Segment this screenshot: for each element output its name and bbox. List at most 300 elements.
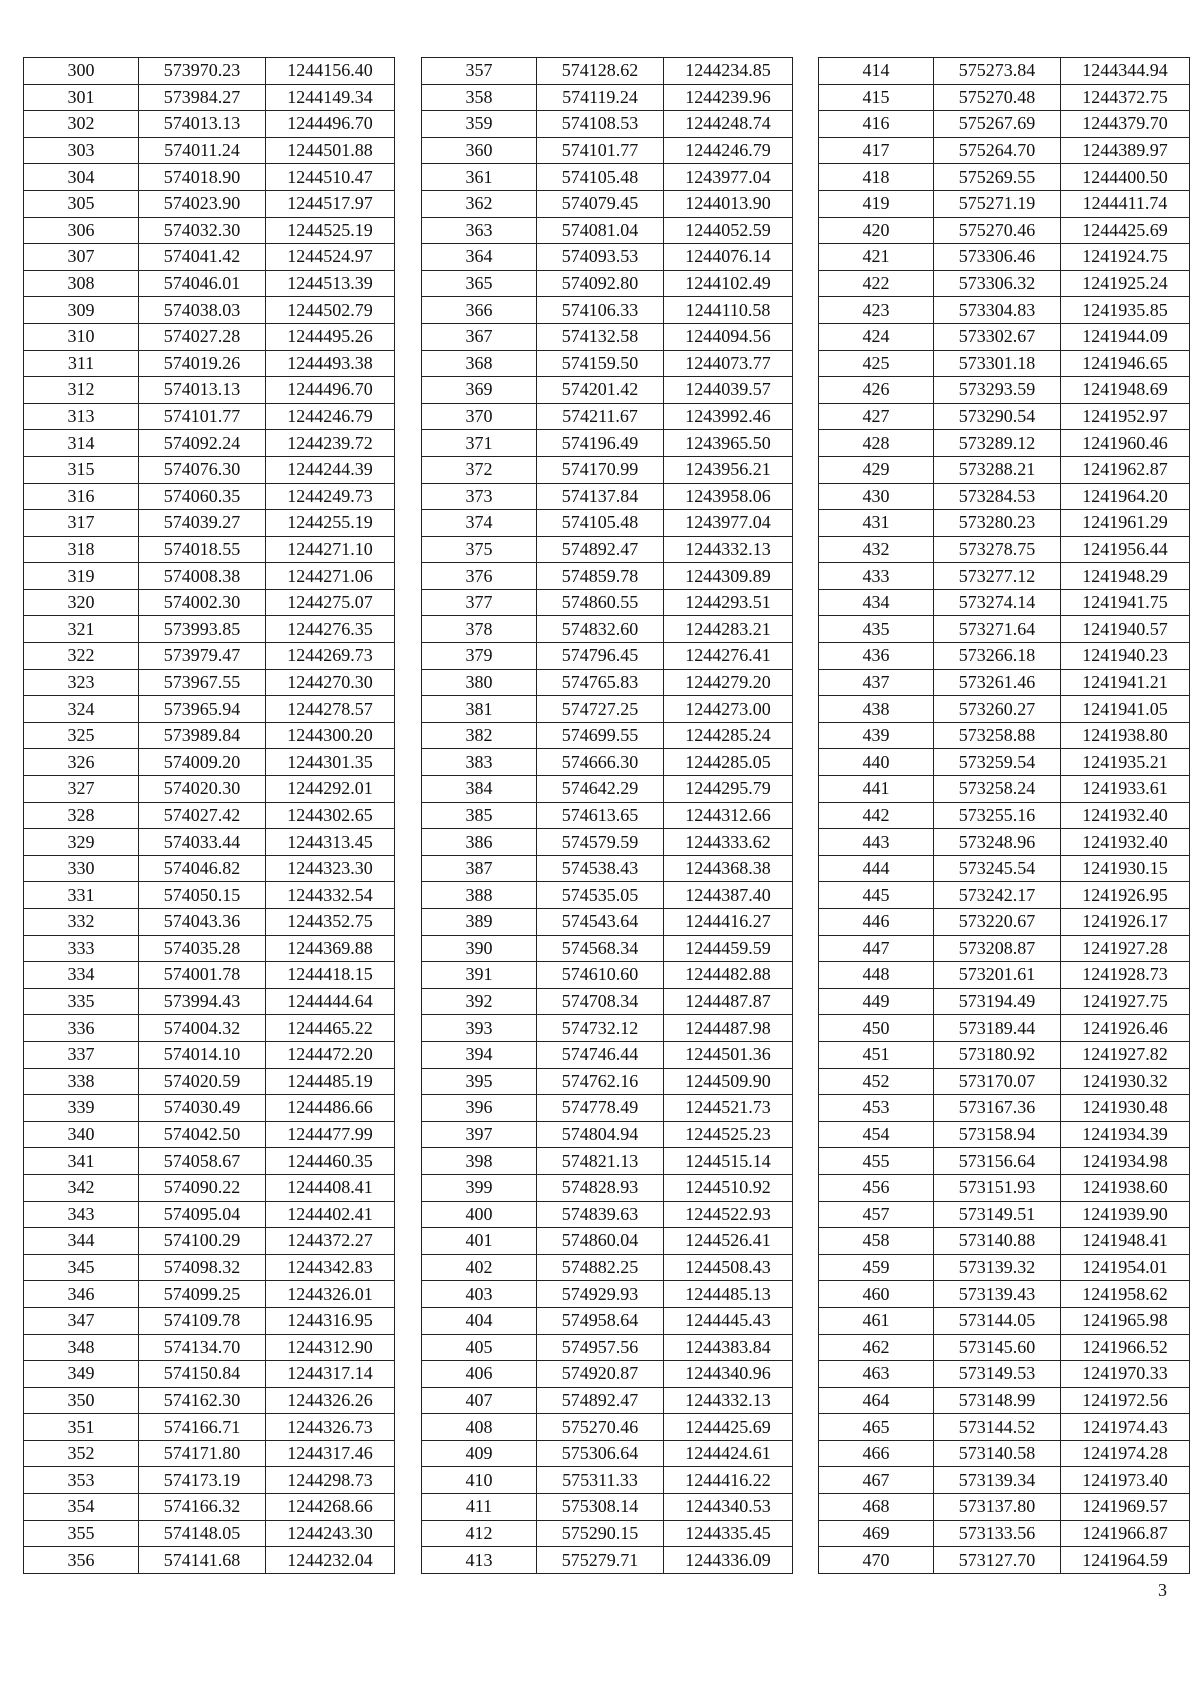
x-coordinate-cell: 574095.04 [139, 1201, 266, 1228]
x-coordinate-cell: 574778.49 [537, 1095, 664, 1122]
y-coordinate-cell: 1244271.10 [266, 536, 395, 563]
point-id-cell: 408 [422, 1414, 537, 1441]
x-coordinate-cell: 573979.47 [139, 643, 266, 670]
point-id-cell: 465 [819, 1414, 934, 1441]
y-coordinate-cell: 1244246.79 [266, 403, 395, 430]
point-id-cell: 369 [422, 377, 537, 404]
table-row [819, 297, 1190, 324]
table-row [422, 1201, 793, 1228]
point-id-cell: 370 [422, 403, 537, 430]
table-row [422, 1148, 793, 1175]
y-coordinate-cell: 1244482.88 [664, 962, 793, 989]
y-coordinate-cell: 1244249.73 [266, 483, 395, 510]
y-coordinate-cell: 1241927.28 [1061, 935, 1190, 962]
point-id-cell: 300 [24, 58, 139, 85]
x-coordinate-cell: 574796.45 [537, 643, 664, 670]
point-id-cell: 372 [422, 456, 537, 483]
point-id-cell: 360 [422, 137, 537, 164]
x-coordinate-cell: 574042.50 [139, 1121, 266, 1148]
point-id-cell: 411 [422, 1494, 537, 1521]
table-row [422, 563, 793, 590]
x-coordinate-cell: 574027.42 [139, 802, 266, 829]
y-coordinate-cell: 1241944.09 [1061, 323, 1190, 350]
table-row [819, 1494, 1190, 1521]
y-coordinate-cell: 1244232.04 [266, 1547, 395, 1574]
x-coordinate-cell: 575273.84 [934, 58, 1061, 85]
x-coordinate-cell: 573242.17 [934, 882, 1061, 909]
y-coordinate-cell: 1241926.17 [1061, 909, 1190, 936]
point-id-cell: 362 [422, 190, 537, 217]
table-row [819, 696, 1190, 723]
y-coordinate-cell: 1241930.32 [1061, 1068, 1190, 1095]
x-coordinate-cell: 573967.55 [139, 669, 266, 696]
y-coordinate-cell: 1244486.66 [266, 1095, 395, 1122]
x-coordinate-cell: 574166.71 [139, 1414, 266, 1441]
point-id-cell: 354 [24, 1494, 139, 1521]
y-coordinate-cell: 1244094.56 [664, 323, 793, 350]
y-coordinate-cell: 1244459.59 [664, 935, 793, 962]
point-id-cell: 361 [422, 164, 537, 191]
y-coordinate-cell: 1244515.14 [664, 1148, 793, 1175]
x-coordinate-cell: 573984.27 [139, 84, 266, 111]
y-coordinate-cell: 1244317.46 [266, 1440, 395, 1467]
point-id-cell: 319 [24, 563, 139, 590]
x-coordinate-cell: 575279.71 [537, 1547, 664, 1574]
table-row [819, 1095, 1190, 1122]
y-coordinate-cell: 1244368.38 [664, 855, 793, 882]
y-coordinate-cell: 1244312.90 [266, 1334, 395, 1361]
coordinate-table-3 [818, 57, 1190, 1574]
point-id-cell: 373 [422, 483, 537, 510]
table-row [24, 1334, 395, 1361]
table-row [24, 270, 395, 297]
y-coordinate-cell: 1244379.70 [1061, 111, 1190, 138]
x-coordinate-cell: 574613.65 [537, 802, 664, 829]
point-id-cell: 368 [422, 350, 537, 377]
table-row [24, 190, 395, 217]
y-coordinate-cell: 1244372.27 [266, 1228, 395, 1255]
coordinate-table-body [819, 58, 1190, 1574]
point-id-cell: 340 [24, 1121, 139, 1148]
table-row [422, 190, 793, 217]
table-row [24, 589, 395, 616]
y-coordinate-cell: 1244487.98 [664, 1015, 793, 1042]
y-coordinate-cell: 1241928.73 [1061, 962, 1190, 989]
point-id-cell: 315 [24, 456, 139, 483]
x-coordinate-cell: 574610.60 [537, 962, 664, 989]
x-coordinate-cell: 574765.83 [537, 669, 664, 696]
point-id-cell: 334 [24, 962, 139, 989]
table-row [422, 882, 793, 909]
y-coordinate-cell: 1241940.57 [1061, 616, 1190, 643]
table-row [819, 722, 1190, 749]
table-row [819, 829, 1190, 856]
table-row [819, 1148, 1190, 1175]
y-coordinate-cell: 1241964.59 [1061, 1547, 1190, 1574]
y-coordinate-cell: 1241930.48 [1061, 1095, 1190, 1122]
x-coordinate-cell: 574109.78 [139, 1307, 266, 1334]
point-id-cell: 461 [819, 1307, 934, 1334]
x-coordinate-cell: 574090.22 [139, 1174, 266, 1201]
y-coordinate-cell: 1244332.54 [266, 882, 395, 909]
x-coordinate-cell: 573248.96 [934, 829, 1061, 856]
y-coordinate-cell: 1244425.69 [664, 1414, 793, 1441]
table-row [422, 430, 793, 457]
table-row [819, 190, 1190, 217]
point-id-cell: 396 [422, 1095, 537, 1122]
table-row [422, 1520, 793, 1547]
y-coordinate-cell: 1241948.69 [1061, 377, 1190, 404]
table-row [24, 483, 395, 510]
table-row [24, 1041, 395, 1068]
x-coordinate-cell: 574093.53 [537, 244, 664, 271]
point-id-cell: 443 [819, 829, 934, 856]
x-coordinate-cell: 574019.26 [139, 350, 266, 377]
table-row [24, 776, 395, 803]
table-row [422, 696, 793, 723]
y-coordinate-cell: 1244485.13 [664, 1281, 793, 1308]
y-coordinate-cell: 1244273.00 [664, 696, 793, 723]
table-row [819, 1414, 1190, 1441]
point-id-cell: 409 [422, 1440, 537, 1467]
table-row [24, 58, 395, 85]
point-id-cell: 414 [819, 58, 934, 85]
table-row [24, 749, 395, 776]
table-row [819, 510, 1190, 537]
table-row [422, 1387, 793, 1414]
table-row [819, 1307, 1190, 1334]
x-coordinate-cell: 574543.64 [537, 909, 664, 936]
y-coordinate-cell: 1243977.04 [664, 510, 793, 537]
y-coordinate-cell: 1244517.97 [266, 190, 395, 217]
x-coordinate-cell: 573271.64 [934, 616, 1061, 643]
y-coordinate-cell: 1244076.14 [664, 244, 793, 271]
y-coordinate-cell: 1244013.90 [664, 190, 793, 217]
x-coordinate-cell: 574046.82 [139, 855, 266, 882]
x-coordinate-cell: 574101.77 [537, 137, 664, 164]
x-coordinate-cell: 573258.88 [934, 722, 1061, 749]
table-row [819, 1467, 1190, 1494]
x-coordinate-cell: 574013.13 [139, 111, 266, 138]
y-coordinate-cell: 1241930.15 [1061, 855, 1190, 882]
x-coordinate-cell: 573158.94 [934, 1121, 1061, 1148]
table-row [422, 164, 793, 191]
y-coordinate-cell: 1244270.30 [266, 669, 395, 696]
y-coordinate-cell: 1241952.97 [1061, 403, 1190, 430]
y-coordinate-cell: 1243992.46 [664, 403, 793, 430]
point-id-cell: 367 [422, 323, 537, 350]
table-row [819, 111, 1190, 138]
point-id-cell: 374 [422, 510, 537, 537]
x-coordinate-cell: 574173.19 [139, 1467, 266, 1494]
point-id-cell: 302 [24, 111, 139, 138]
x-coordinate-cell: 573140.58 [934, 1440, 1061, 1467]
x-coordinate-cell: 574727.25 [537, 696, 664, 723]
point-id-cell: 384 [422, 776, 537, 803]
coordinate-table-1 [23, 57, 395, 1574]
x-coordinate-cell: 574032.30 [139, 217, 266, 244]
table-row [24, 1307, 395, 1334]
x-coordinate-cell: 573148.99 [934, 1387, 1061, 1414]
x-coordinate-cell: 573144.52 [934, 1414, 1061, 1441]
y-coordinate-cell: 1244326.73 [266, 1414, 395, 1441]
table-row [24, 244, 395, 271]
y-coordinate-cell: 1241974.43 [1061, 1414, 1190, 1441]
y-coordinate-cell: 1244283.21 [664, 616, 793, 643]
table-row [24, 1467, 395, 1494]
point-id-cell: 434 [819, 589, 934, 616]
point-id-cell: 415 [819, 84, 934, 111]
y-coordinate-cell: 1244285.24 [664, 722, 793, 749]
x-coordinate-cell: 574100.29 [139, 1228, 266, 1255]
table-row [819, 1068, 1190, 1095]
y-coordinate-cell: 1244333.62 [664, 829, 793, 856]
x-coordinate-cell: 573139.43 [934, 1281, 1061, 1308]
table-row [422, 84, 793, 111]
y-coordinate-cell: 1244316.95 [266, 1307, 395, 1334]
y-coordinate-cell: 1241934.98 [1061, 1148, 1190, 1175]
y-coordinate-cell: 1243965.50 [664, 430, 793, 457]
y-coordinate-cell: 1244525.23 [664, 1121, 793, 1148]
x-coordinate-cell: 573137.80 [934, 1494, 1061, 1521]
table-row [24, 669, 395, 696]
table-row [422, 1494, 793, 1521]
x-coordinate-cell: 574134.70 [139, 1334, 266, 1361]
y-coordinate-cell: 1244336.09 [664, 1547, 793, 1574]
y-coordinate-cell: 1244418.15 [266, 962, 395, 989]
y-coordinate-cell: 1241969.57 [1061, 1494, 1190, 1521]
x-coordinate-cell: 574732.12 [537, 1015, 664, 1042]
point-id-cell: 339 [24, 1095, 139, 1122]
table-row [422, 111, 793, 138]
table-row [24, 1254, 395, 1281]
y-coordinate-cell: 1244460.35 [266, 1148, 395, 1175]
y-coordinate-cell: 1244234.85 [664, 58, 793, 85]
table-row [819, 882, 1190, 909]
table-row [819, 1254, 1190, 1281]
y-coordinate-cell: 1241938.60 [1061, 1174, 1190, 1201]
table-row [24, 1015, 395, 1042]
table-row [422, 270, 793, 297]
table-row [819, 1361, 1190, 1388]
point-id-cell: 428 [819, 430, 934, 457]
y-coordinate-cell: 1244340.53 [664, 1494, 793, 1521]
x-coordinate-cell: 573302.67 [934, 323, 1061, 350]
point-id-cell: 452 [819, 1068, 934, 1095]
point-id-cell: 430 [819, 483, 934, 510]
y-coordinate-cell: 1244501.88 [266, 137, 395, 164]
y-coordinate-cell: 1241966.52 [1061, 1334, 1190, 1361]
x-coordinate-cell: 573194.49 [934, 988, 1061, 1015]
point-id-cell: 460 [819, 1281, 934, 1308]
y-coordinate-cell: 1244526.41 [664, 1228, 793, 1255]
table-row [24, 1361, 395, 1388]
x-coordinate-cell: 575270.48 [934, 84, 1061, 111]
point-id-cell: 447 [819, 935, 934, 962]
x-coordinate-cell: 574004.32 [139, 1015, 266, 1042]
y-coordinate-cell: 1244276.35 [266, 616, 395, 643]
y-coordinate-cell: 1241964.20 [1061, 483, 1190, 510]
table-row [819, 589, 1190, 616]
y-coordinate-cell: 1244102.49 [664, 270, 793, 297]
point-id-cell: 463 [819, 1361, 934, 1388]
x-coordinate-cell: 573133.56 [934, 1520, 1061, 1547]
point-id-cell: 366 [422, 297, 537, 324]
table-row [24, 323, 395, 350]
x-coordinate-cell: 573145.60 [934, 1334, 1061, 1361]
point-id-cell: 456 [819, 1174, 934, 1201]
table-row [819, 616, 1190, 643]
point-id-cell: 337 [24, 1041, 139, 1068]
x-coordinate-cell: 574196.49 [537, 430, 664, 457]
x-coordinate-cell: 574746.44 [537, 1041, 664, 1068]
table-row [422, 749, 793, 776]
x-coordinate-cell: 574041.42 [139, 244, 266, 271]
table-row [24, 456, 395, 483]
x-coordinate-cell: 573989.84 [139, 722, 266, 749]
table-row [819, 244, 1190, 271]
y-coordinate-cell: 1244271.06 [266, 563, 395, 590]
y-coordinate-cell: 1244502.79 [266, 297, 395, 324]
y-coordinate-cell: 1241932.40 [1061, 802, 1190, 829]
table-row [819, 1334, 1190, 1361]
y-coordinate-cell: 1244275.07 [266, 589, 395, 616]
point-id-cell: 424 [819, 323, 934, 350]
y-coordinate-cell: 1244411.74 [1061, 190, 1190, 217]
table-row [24, 563, 395, 590]
x-coordinate-cell: 573170.07 [934, 1068, 1061, 1095]
x-coordinate-cell: 574020.30 [139, 776, 266, 803]
table-row [24, 1121, 395, 1148]
y-coordinate-cell: 1244508.43 [664, 1254, 793, 1281]
table-row [422, 1281, 793, 1308]
x-coordinate-cell: 573289.12 [934, 430, 1061, 457]
x-coordinate-cell: 575269.55 [934, 164, 1061, 191]
point-id-cell: 346 [24, 1281, 139, 1308]
y-coordinate-cell: 1241962.87 [1061, 456, 1190, 483]
x-coordinate-cell: 574108.53 [537, 111, 664, 138]
table-row [422, 1440, 793, 1467]
y-coordinate-cell: 1244344.94 [1061, 58, 1190, 85]
point-id-cell: 462 [819, 1334, 934, 1361]
x-coordinate-cell: 574957.56 [537, 1334, 664, 1361]
x-coordinate-cell: 573965.94 [139, 696, 266, 723]
point-id-cell: 378 [422, 616, 537, 643]
point-id-cell: 413 [422, 1547, 537, 1574]
point-id-cell: 400 [422, 1201, 537, 1228]
table-row [819, 164, 1190, 191]
y-coordinate-cell: 1244408.41 [266, 1174, 395, 1201]
table-row [819, 483, 1190, 510]
table-row [819, 58, 1190, 85]
y-coordinate-cell: 1243958.06 [664, 483, 793, 510]
x-coordinate-cell: 574568.34 [537, 935, 664, 962]
y-coordinate-cell: 1244244.39 [266, 456, 395, 483]
y-coordinate-cell: 1244313.45 [266, 829, 395, 856]
point-id-cell: 371 [422, 430, 537, 457]
table-row [24, 111, 395, 138]
y-coordinate-cell: 1244243.30 [266, 1520, 395, 1547]
y-coordinate-cell: 1244302.65 [266, 802, 395, 829]
point-id-cell: 358 [422, 84, 537, 111]
y-coordinate-cell: 1241941.05 [1061, 696, 1190, 723]
point-id-cell: 412 [422, 1520, 537, 1547]
x-coordinate-cell: 573306.32 [934, 270, 1061, 297]
y-coordinate-cell: 1244332.13 [664, 536, 793, 563]
y-coordinate-cell: 1244110.58 [664, 297, 793, 324]
y-coordinate-cell: 1244323.30 [266, 855, 395, 882]
y-coordinate-cell: 1244400.50 [1061, 164, 1190, 191]
y-coordinate-cell: 1241966.87 [1061, 1520, 1190, 1547]
point-id-cell: 445 [819, 882, 934, 909]
table-row [24, 297, 395, 324]
y-coordinate-cell: 1244278.57 [266, 696, 395, 723]
point-id-cell: 448 [819, 962, 934, 989]
y-coordinate-cell: 1244248.74 [664, 111, 793, 138]
y-coordinate-cell: 1241946.65 [1061, 350, 1190, 377]
y-coordinate-cell: 1244285.05 [664, 749, 793, 776]
table-row [24, 164, 395, 191]
x-coordinate-cell: 573274.14 [934, 589, 1061, 616]
table-row [422, 1254, 793, 1281]
point-id-cell: 344 [24, 1228, 139, 1255]
point-id-cell: 316 [24, 483, 139, 510]
point-id-cell: 383 [422, 749, 537, 776]
x-coordinate-cell: 574832.60 [537, 616, 664, 643]
y-coordinate-cell: 1244387.40 [664, 882, 793, 909]
x-coordinate-cell: 575270.46 [934, 217, 1061, 244]
x-coordinate-cell: 574030.49 [139, 1095, 266, 1122]
y-coordinate-cell: 1244335.45 [664, 1520, 793, 1547]
x-coordinate-cell: 574008.38 [139, 563, 266, 590]
point-id-cell: 422 [819, 270, 934, 297]
x-coordinate-cell: 573293.59 [934, 377, 1061, 404]
table-row [24, 935, 395, 962]
y-coordinate-cell: 1244509.90 [664, 1068, 793, 1095]
table-row [422, 1041, 793, 1068]
table-row [24, 962, 395, 989]
point-id-cell: 342 [24, 1174, 139, 1201]
table-row [819, 217, 1190, 244]
table-row [24, 882, 395, 909]
x-coordinate-cell: 574211.67 [537, 403, 664, 430]
y-coordinate-cell: 1241935.21 [1061, 749, 1190, 776]
x-coordinate-cell: 575308.14 [537, 1494, 664, 1521]
x-coordinate-cell: 574038.03 [139, 297, 266, 324]
y-coordinate-cell: 1241960.46 [1061, 430, 1190, 457]
table-row [422, 536, 793, 563]
point-id-cell: 423 [819, 297, 934, 324]
y-coordinate-cell: 1244445.43 [664, 1307, 793, 1334]
point-id-cell: 351 [24, 1414, 139, 1441]
point-id-cell: 381 [422, 696, 537, 723]
point-id-cell: 441 [819, 776, 934, 803]
x-coordinate-cell: 574882.25 [537, 1254, 664, 1281]
y-coordinate-cell: 1241965.98 [1061, 1307, 1190, 1334]
y-coordinate-cell: 1244416.22 [664, 1467, 793, 1494]
x-coordinate-cell: 574033.44 [139, 829, 266, 856]
point-id-cell: 357 [422, 58, 537, 85]
y-coordinate-cell: 1244402.41 [266, 1201, 395, 1228]
table-row [819, 377, 1190, 404]
y-coordinate-cell: 1244293.51 [664, 589, 793, 616]
y-coordinate-cell: 1244496.70 [266, 111, 395, 138]
x-coordinate-cell: 574166.32 [139, 1494, 266, 1521]
point-id-cell: 453 [819, 1095, 934, 1122]
x-coordinate-cell: 573167.36 [934, 1095, 1061, 1122]
y-coordinate-cell: 1241938.80 [1061, 722, 1190, 749]
point-id-cell: 306 [24, 217, 139, 244]
